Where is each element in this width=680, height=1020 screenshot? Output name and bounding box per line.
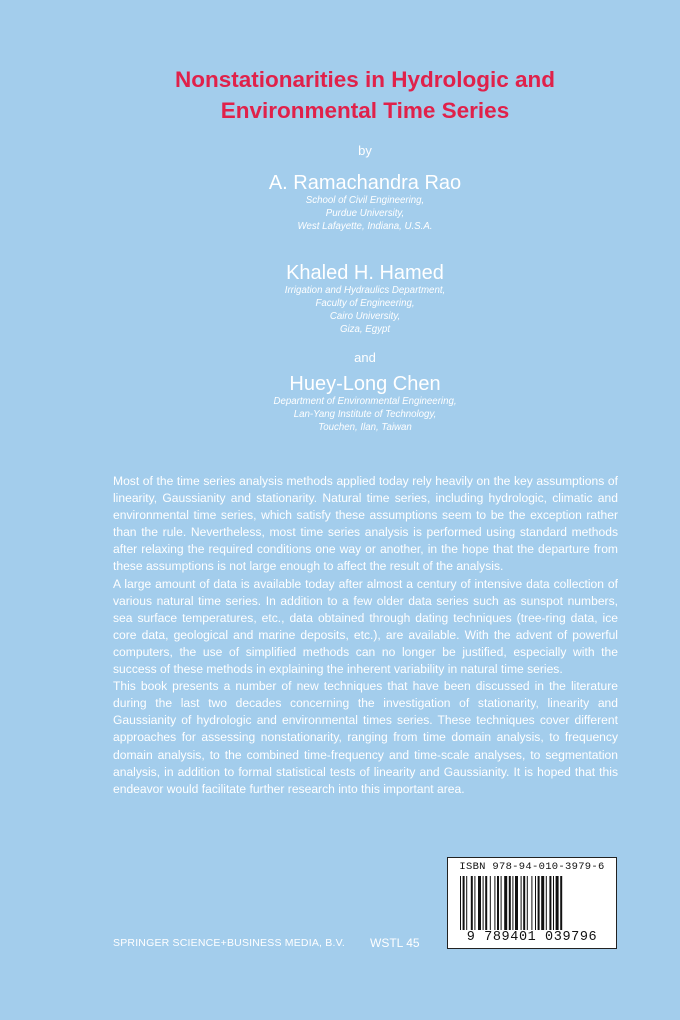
author-affiliation [0,284,680,336]
abstract-paragraph: This book presents a number of new techniques that have been discussed in the literature during the last two decades concerning the investigation of stationarity, linearity and Gaussianity of hydrologic and environmental times series. These techniques cover different approaches for assessing nonstationarity, ranging from time domain analysis, to frequency domain analysis, to the combined time-frequency and time-scale analyses, to segmentation analysis, in addition to formal statistical tests of linearity and Gaussianity. It is hoped that this endeavor would facilitate further research into this important area. [113,679,618,796]
affiliation-line: Purdue University, [325,208,405,219]
abstract-paragraph: A large amount of data is available today after almost a century of intensive data collection of various natural time series. In addition to a few older data series such as sunspot numbers, sea surface temperatures, etc., data obtained through dating techniques (tree-ring data, ice core data, geological and marine deposits, etc.), are available. With the advent of powerful computers, the use of simplified methods can no longer be justified, especially with the success of these methods in explaining the inherent variability in natural time series. [113,576,618,677]
barcode-digits: 9 789401 039796 [466,930,598,945]
isbn-barcode-box [447,857,617,949]
affiliation-line: Faculty of Engineering, [315,298,415,309]
author-name: A. Ramachandra Rao [268,172,462,194]
affiliation-line: Irrigation and Hydraulics Department, [284,285,446,296]
affiliation-line: School of Civil Engineering, [305,195,425,206]
abstract-paragraph: Most of the time series analysis methods applied today rely heavily on the key assumptions of linearity, Gaussianity and stationarity. Natural time series, including hydrologic, climatic and environmental time series, which satisfy these assumptions seem to be the exception rather than the rule. Nevertheless, most time series analysis is performed using standard methods after relaxing the required conditions one way or another, in the hope that the departure from these assumptions is not large enough to affect the result of the analysis. [113,474,618,574]
affiliation-line: Lan-Yang Institute of Technology, [293,409,437,420]
affiliation-line: Giza, Egypt [339,324,391,335]
book-title-line-1: Nonstationarities in Hydrologic and [174,67,556,92]
book-title-line-2: Environmental Time Series [220,98,510,123]
author-affiliation [0,395,680,434]
author-name: Khaled H. Hamed [286,262,444,284]
author-affiliation [0,194,680,233]
author-name: Huey-Long Chen [289,373,441,395]
author-block-2 [0,262,680,336]
affiliation-line: West Lafayette, Indiana, U.S.A. [297,221,433,232]
book-title [0,64,680,126]
series-code: WSTL 45 [370,936,420,950]
publisher-name: SPRINGER SCIENCE+BUSINESS MEDIA, B.V. [113,937,345,949]
author-block-3 [0,373,680,434]
author-block-1 [0,172,680,233]
affiliation-line: Touchen, Ilan, Taiwan [318,422,412,433]
affiliation-line: Cairo University, [329,311,401,322]
affiliation-line: Department of Environmental Engineering, [273,396,457,407]
and-label: and [354,350,376,365]
abstract-text [113,473,618,798]
isbn-label: ISBN 978-94-010-3979-6 [459,861,605,873]
by-label: by [358,143,372,158]
barcode-icon [458,876,608,930]
